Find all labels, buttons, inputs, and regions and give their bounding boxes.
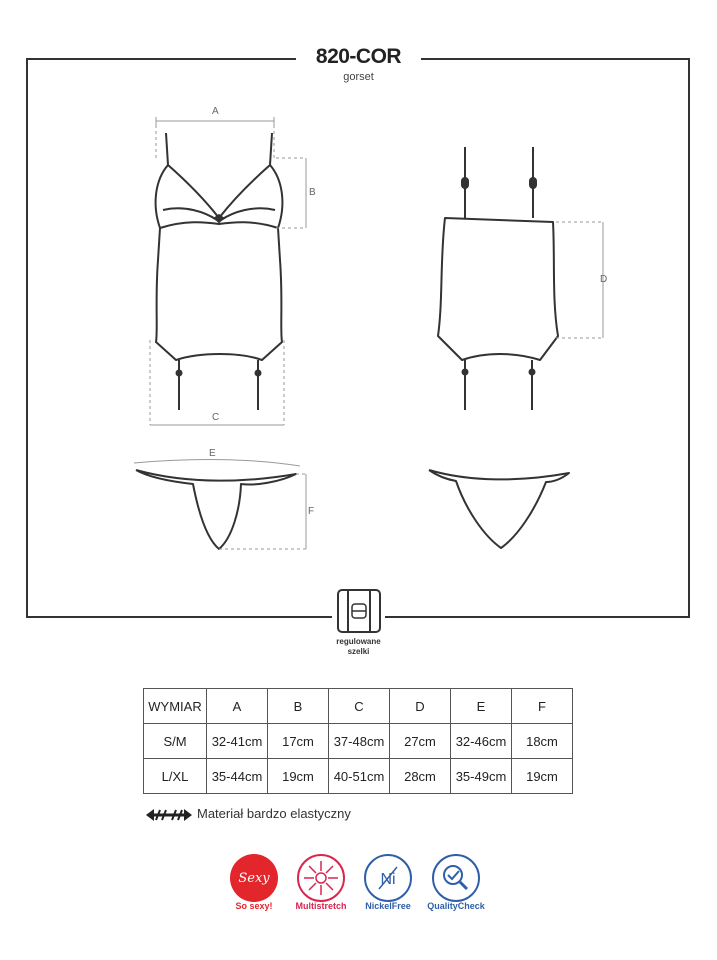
thong-back-drawing [429, 470, 569, 548]
so-sexy-label: So sexy! [235, 901, 273, 911]
corset-front-drawing [156, 133, 283, 410]
quality-check-icon [431, 853, 481, 903]
dimension-label-c: C [212, 412, 220, 423]
table-cell: 19cm [268, 759, 329, 794]
header-cell: F [512, 689, 573, 724]
dimension-label-d: D [600, 274, 608, 285]
table-cell: 40-51cm [329, 759, 390, 794]
so-sexy-icon [229, 853, 279, 903]
quality-check-label: QualityCheck [427, 901, 485, 911]
table-cell: 19cm [512, 759, 573, 794]
header-cell: D [390, 689, 451, 724]
dimension-label-b: B [309, 187, 316, 198]
material-description: Materiał bardzo elastyczny [197, 806, 351, 821]
adjustable-straps-label [300, 637, 417, 657]
feature-label-line2: szelki [347, 647, 370, 656]
dimension-label-f: F [308, 506, 315, 517]
corset-back-drawing [438, 147, 558, 410]
table-cell: 17cm [268, 724, 329, 759]
nickel-free-icon [363, 853, 413, 903]
outer-frame [27, 59, 689, 617]
thong-front-drawing [136, 470, 296, 549]
table-cell: 35-44cm [207, 759, 268, 794]
table-row [144, 724, 573, 759]
table-cell: 27cm [390, 724, 451, 759]
header-cell: E [451, 689, 512, 724]
svg-text:Sexy: Sexy [238, 871, 270, 886]
table-cell: S/M [144, 724, 207, 759]
table-header-row [144, 689, 573, 724]
table-cell: 18cm [512, 724, 573, 759]
table-cell: 37-48cm [329, 724, 390, 759]
nickel-free-label: NickelFree [365, 901, 411, 911]
svg-text:Ni: Ni [380, 871, 396, 888]
adjustable-straps-icon [338, 590, 380, 632]
table-cell: 28cm [390, 759, 451, 794]
table-row [144, 759, 573, 794]
product-code: 820-COR [315, 45, 402, 68]
table-cell: 32-46cm [451, 724, 512, 759]
dimension-label-e: E [209, 448, 216, 459]
header-cell: A [207, 689, 268, 724]
product-type: gorset [343, 71, 374, 83]
multistretch-label: Multistretch [295, 901, 347, 911]
size-table [143, 688, 573, 794]
elastic-arrows-icon [146, 806, 192, 824]
feature-label-line1: regulowane [336, 637, 381, 646]
header-cell: C [329, 689, 390, 724]
table-cell: 35-49cm [451, 759, 512, 794]
table-cell: L/XL [144, 759, 207, 794]
header-cell: B [268, 689, 329, 724]
header-cell: WYMIAR [144, 689, 207, 724]
table-cell: 32-41cm [207, 724, 268, 759]
multistretch-icon [296, 853, 346, 903]
dimension-label-a: A [212, 106, 219, 117]
